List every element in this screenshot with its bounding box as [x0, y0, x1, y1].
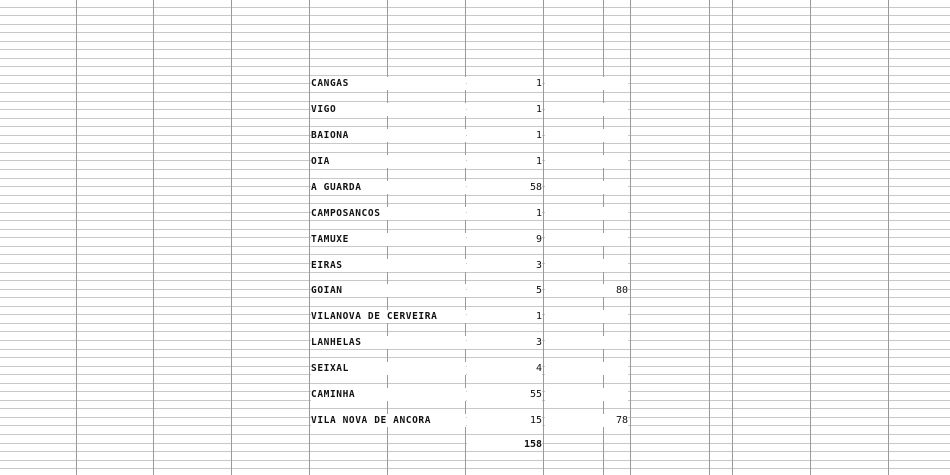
column-gridline: [76, 0, 77, 475]
cell-subtotal[interactable]: [545, 129, 628, 142]
cell-subtotal[interactable]: 80: [545, 284, 628, 297]
cell-count[interactable]: 15: [467, 414, 542, 427]
cell-count[interactable]: 55: [467, 388, 542, 401]
cell-place-name[interactable]: VIGO: [311, 103, 466, 116]
cell-count[interactable]: 1: [467, 129, 542, 142]
column-gridline: [709, 0, 710, 475]
cell-place-name[interactable]: SEIXAL: [311, 362, 466, 375]
cell-place-name[interactable]: BAIONA: [311, 129, 466, 142]
cell-place-name[interactable]: VILA NOVA DE ANCORA: [311, 414, 466, 427]
cell-count[interactable]: 5: [467, 284, 542, 297]
cell-count[interactable]: 3: [467, 259, 542, 272]
cell-count[interactable]: 4: [467, 362, 542, 375]
column-gridline: [732, 0, 733, 475]
column-gridline: [630, 0, 631, 475]
cell-place-name[interactable]: CAMINHA: [311, 388, 466, 401]
cell-place-name[interactable]: GOIAN: [311, 284, 466, 297]
cell-count[interactable]: 1: [467, 103, 542, 116]
cell-subtotal[interactable]: [545, 388, 628, 401]
cell-count[interactable]: 1: [467, 310, 542, 323]
column-gridline: [888, 0, 889, 475]
cell-place-name[interactable]: EIRAS: [311, 259, 466, 272]
cell-count[interactable]: 9: [467, 233, 542, 246]
cell-place-name[interactable]: CANGAS: [311, 77, 466, 90]
cell-place-name[interactable]: LANHELAS: [311, 336, 466, 349]
cell-count[interactable]: 1: [467, 207, 542, 220]
cell-subtotal[interactable]: 78: [545, 414, 628, 427]
cell-place-name[interactable]: VILANOVA DE CERVEIRA: [311, 310, 466, 323]
cell-subtotal[interactable]: [545, 181, 628, 194]
cell-subtotal[interactable]: [545, 233, 628, 246]
cell-subtotal[interactable]: [545, 103, 628, 116]
cell-count[interactable]: 3: [467, 336, 542, 349]
column-gridline: [543, 0, 544, 475]
cell-subtotal[interactable]: [545, 207, 628, 220]
cell-subtotal[interactable]: [545, 362, 628, 375]
cell-count[interactable]: 1: [467, 77, 542, 90]
cell-count[interactable]: 1: [467, 155, 542, 168]
cell-subtotal[interactable]: [545, 155, 628, 168]
cell-subtotal[interactable]: [545, 336, 628, 349]
cell-count[interactable]: 58: [467, 181, 542, 194]
column-gridline: [231, 0, 232, 475]
cell-place-name[interactable]: CAMPOSANCOS: [311, 207, 466, 220]
column-gridline: [309, 0, 310, 475]
cell-subtotal[interactable]: [545, 259, 628, 272]
cell-total[interactable]: 158: [467, 438, 542, 451]
column-gridline: [153, 0, 154, 475]
cell-place-name[interactable]: TAMUXE: [311, 233, 466, 246]
cell-subtotal[interactable]: [545, 77, 628, 90]
cell-place-name[interactable]: A GUARDA: [311, 181, 466, 194]
column-gridline: [810, 0, 811, 475]
cell-place-name[interactable]: OIA: [311, 155, 466, 168]
cell-subtotal[interactable]: [545, 310, 628, 323]
